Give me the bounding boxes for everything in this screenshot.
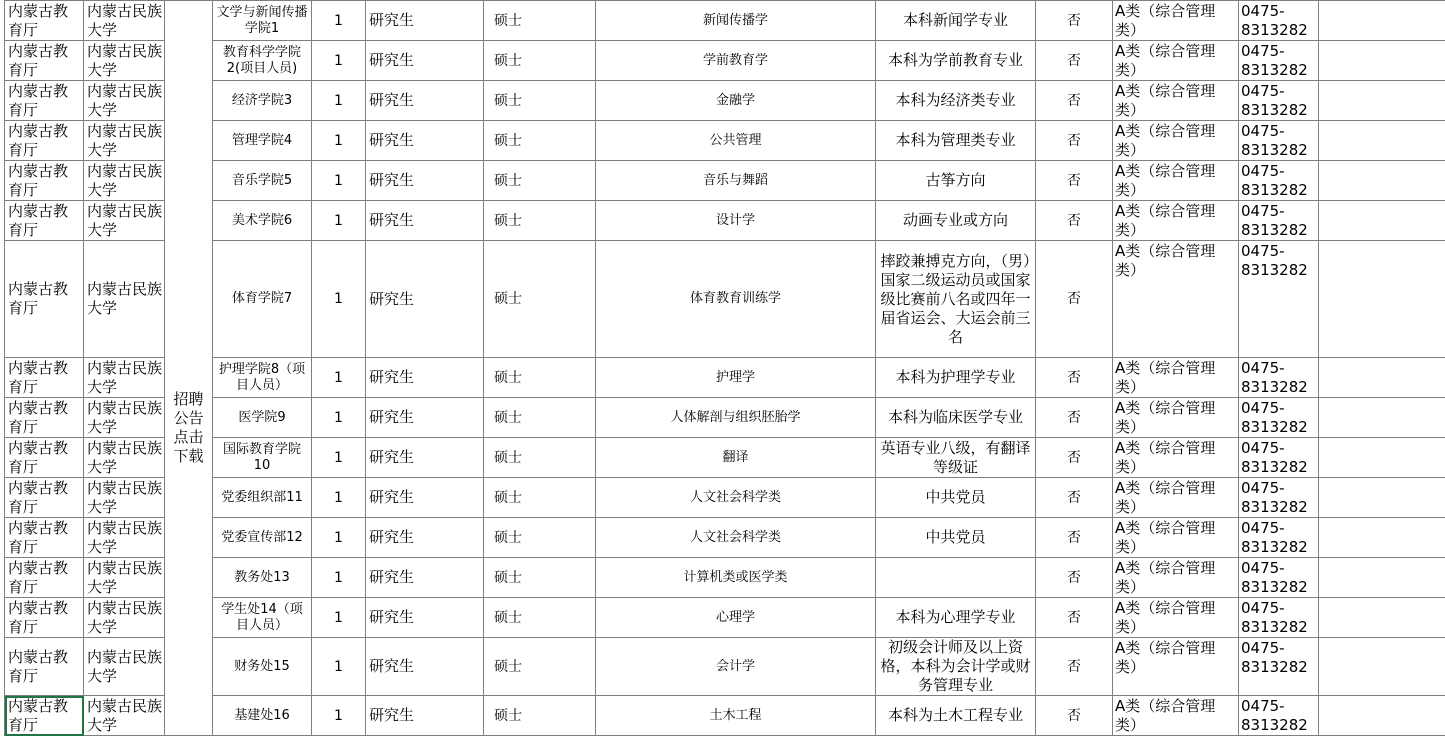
cell-edu[interactable]: 研究生 [366,121,484,161]
cell-degree[interactable]: 硕士 [484,696,596,736]
cell-phone[interactable]: 0475-8313282 [1239,438,1319,478]
cell-note[interactable]: 本科为学前教育专业 [876,41,1036,81]
cell-flag[interactable]: 否 [1036,598,1113,638]
cell-degree[interactable]: 硕士 [484,598,596,638]
cell-flag[interactable]: 否 [1036,81,1113,121]
cell-category[interactable]: A类（综合管理类） [1113,241,1239,358]
cell-org[interactable]: 内蒙古教育厅 [5,638,84,696]
cell-flag[interactable]: 否 [1036,638,1113,696]
cell-count[interactable]: 1 [312,358,366,398]
cell-empty[interactable] [1319,358,1445,398]
cell-category[interactable]: A类（综合管理类） [1113,478,1239,518]
cell-major[interactable]: 护理学 [596,358,876,398]
cell-count[interactable]: 1 [312,1,366,41]
cell-major[interactable]: 学前教育学 [596,41,876,81]
cell-edu[interactable]: 研究生 [366,518,484,558]
cell-category[interactable]: A类（综合管理类） [1113,41,1239,81]
table-row [5,518,1445,558]
cell-degree[interactable]: 硕士 [484,161,596,201]
cell-dept[interactable]: 护理学院8（项目人员） [213,358,312,398]
cell-degree[interactable]: 硕士 [484,1,596,41]
cell-note[interactable]: 本科为心理学专业 [876,598,1036,638]
cell-unit[interactable]: 内蒙古民族大学 [84,201,165,241]
cell-empty[interactable] [1319,201,1445,241]
cell-unit[interactable]: 内蒙古民族大学 [84,558,165,598]
cell-count[interactable]: 1 [312,478,366,518]
cell-edu[interactable]: 研究生 [366,438,484,478]
cell-empty[interactable] [1319,398,1445,438]
cell-note[interactable]: 本科为护理学专业 [876,358,1036,398]
cell-major[interactable]: 体育教育训练学 [596,241,876,358]
table-row [5,638,1445,696]
cell-empty[interactable] [1319,161,1445,201]
cell-flag[interactable]: 否 [1036,518,1113,558]
cell-flag[interactable]: 否 [1036,696,1113,736]
cell-unit[interactable]: 内蒙古民族大学 [84,398,165,438]
table-row [5,1,1445,41]
cell-count[interactable]: 1 [312,241,366,358]
cell-count[interactable]: 1 [312,558,366,598]
cell-major[interactable]: 人文社会科学类 [596,478,876,518]
table-row [5,241,1445,358]
cell-phone[interactable]: 0475-8313282 [1239,1,1319,41]
cell-empty[interactable] [1319,558,1445,598]
cell-category[interactable]: A类（综合管理类） [1113,161,1239,201]
cell-empty[interactable] [1319,518,1445,558]
cell-degree[interactable]: 硕士 [484,558,596,598]
cell-edu[interactable]: 研究生 [366,558,484,598]
cell-edu[interactable]: 研究生 [366,598,484,638]
cell-edu[interactable]: 研究生 [366,201,484,241]
cell-dept[interactable]: 国际教育学院10 [213,438,312,478]
cell-degree[interactable]: 硕士 [484,398,596,438]
cell-count[interactable]: 1 [312,398,366,438]
cell-major[interactable]: 人文社会科学类 [596,518,876,558]
cell-unit[interactable]: 内蒙古民族大学 [84,121,165,161]
cell-dept[interactable]: 管理学院4 [213,121,312,161]
cell-edu[interactable]: 研究生 [366,638,484,696]
cell-degree[interactable]: 硕士 [484,41,596,81]
cell-org[interactable]: 内蒙古教育厅 [5,121,84,161]
cell-unit[interactable]: 内蒙古民族大学 [84,478,165,518]
cell-note[interactable]: 本科新闻学专业 [876,1,1036,41]
cell-flag[interactable]: 否 [1036,478,1113,518]
cell-dept[interactable]: 基建处16 [213,696,312,736]
cell-dept[interactable]: 文学与新闻传播学院1 [213,1,312,41]
cell-phone[interactable]: 0475-8313282 [1239,121,1319,161]
table-row [5,358,1445,398]
cell-note[interactable]: 本科为临床医学专业 [876,398,1036,438]
cell-org[interactable]: 内蒙古教育厅 [5,201,84,241]
cell-major[interactable]: 音乐与舞蹈 [596,161,876,201]
cell-empty[interactable] [1319,478,1445,518]
cell-unit[interactable]: 内蒙古民族大学 [84,161,165,201]
table-row [5,161,1445,201]
cell-degree[interactable]: 硕士 [484,201,596,241]
cell-empty[interactable] [1319,81,1445,121]
cell-edu[interactable]: 研究生 [366,161,484,201]
cell-dept[interactable]: 体育学院7 [213,241,312,358]
cell-major[interactable]: 会计学 [596,638,876,696]
cell-category[interactable]: A类（综合管理类） [1113,1,1239,41]
cell-phone[interactable]: 0475-8313282 [1239,161,1319,201]
cell-dept[interactable]: 美术学院6 [213,201,312,241]
cell-unit[interactable]: 内蒙古民族大学 [84,241,165,358]
cell-dept[interactable]: 医学院9 [213,398,312,438]
cell-note[interactable]: 动画专业或方向 [876,201,1036,241]
cell-category[interactable]: A类（综合管理类） [1113,81,1239,121]
cell-org[interactable]: 内蒙古教育厅 [5,161,84,201]
cell-empty[interactable] [1319,241,1445,358]
cell-phone[interactable]: 0475-8313282 [1239,478,1319,518]
cell-degree[interactable]: 硕士 [484,478,596,518]
cell-org[interactable]: 内蒙古教育厅 [5,358,84,398]
cell-unit[interactable]: 内蒙古民族大学 [84,598,165,638]
cell-count[interactable]: 1 [312,696,366,736]
cell-flag[interactable]: 否 [1036,558,1113,598]
cell-dept[interactable]: 经济学院3 [213,81,312,121]
cell-org[interactable]: 内蒙古教育厅 [5,518,84,558]
cell-degree[interactable]: 硕士 [484,121,596,161]
cell-category[interactable]: A类（综合管理类） [1113,518,1239,558]
download-link-cell[interactable] [165,1,213,736]
cell-phone[interactable]: 0475-8313282 [1239,358,1319,398]
cell-edu[interactable]: 研究生 [366,1,484,41]
cell-degree[interactable]: 硕士 [484,638,596,696]
cell-note[interactable]: 中共党员 [876,478,1036,518]
cell-org[interactable]: 内蒙古教育厅 [5,241,84,358]
cell-flag[interactable]: 否 [1036,121,1113,161]
cell-edu[interactable]: 研究生 [366,41,484,81]
cell-flag[interactable]: 否 [1036,41,1113,81]
cell-unit[interactable]: 内蒙古民族大学 [84,1,165,41]
cell-edu[interactable]: 研究生 [366,478,484,518]
cell-unit[interactable]: 内蒙古民族大学 [84,41,165,81]
spreadsheet-table [4,0,1445,736]
cell-org[interactable]: 内蒙古教育厅 [5,81,84,121]
table-row [5,121,1445,161]
table-row [5,41,1445,81]
cell-dept[interactable]: 党委宣传部12 [213,518,312,558]
cell-flag[interactable]: 否 [1036,438,1113,478]
cell-category[interactable]: A类（综合管理类） [1113,398,1239,438]
table-row [5,438,1445,478]
cell-org[interactable]: 内蒙古教育厅 [5,598,84,638]
cell-note[interactable]: 本科为经济类专业 [876,81,1036,121]
cell-note[interactable]: 英语专业八级，有翻译等级证 [876,438,1036,478]
cell-org[interactable]: 内蒙古教育厅 [5,398,84,438]
cell-count[interactable]: 1 [312,438,366,478]
cell-major[interactable]: 人体解剖与组织胚胎学 [596,398,876,438]
cell-dept[interactable]: 音乐学院5 [213,161,312,201]
cell-major[interactable]: 公共管理 [596,121,876,161]
cell-count[interactable]: 1 [312,121,366,161]
cell-major[interactable]: 新闻传播学 [596,1,876,41]
cell-note[interactable]: 初级会计师及以上资格，本科为会计学或财务管理专业 [876,638,1036,696]
table-row [5,558,1445,598]
cell-flag[interactable]: 否 [1036,358,1113,398]
cell-edu[interactable]: 研究生 [366,358,484,398]
cell-org[interactable]: 内蒙古教育厅 [5,478,84,518]
cell-degree[interactable]: 硕士 [484,241,596,358]
cell-note[interactable] [876,558,1036,598]
cell-flag[interactable]: 否 [1036,241,1113,358]
cell-degree[interactable]: 硕士 [484,81,596,121]
cell-unit[interactable]: 内蒙古民族大学 [84,518,165,558]
cell-count[interactable]: 1 [312,638,366,696]
cell-count[interactable]: 1 [312,598,366,638]
cell-note[interactable]: 本科为土木工程专业 [876,696,1036,736]
cell-org[interactable]: 内蒙古教育厅 [5,558,84,598]
cell-unit[interactable]: 内蒙古民族大学 [84,358,165,398]
cell-phone[interactable]: 0475-8313282 [1239,558,1319,598]
cell-category[interactable]: A类（综合管理类） [1113,438,1239,478]
cell-category[interactable]: A类（综合管理类） [1113,121,1239,161]
cell-note[interactable]: 古筝方向 [876,161,1036,201]
cell-category[interactable]: A类（综合管理类） [1113,638,1239,696]
table-row [5,598,1445,638]
cell-org[interactable]: 内蒙古教育厅 [5,1,84,41]
cell-note[interactable]: 本科为管理类专业 [876,121,1036,161]
cell-phone[interactable]: 0475-8313282 [1239,638,1319,696]
download-link[interactable]: 招聘公告点击下载 [169,390,209,466]
cell-count[interactable]: 1 [312,518,366,558]
cell-dept[interactable]: 学生处14（项目人员） [213,598,312,638]
cell-dept[interactable]: 教务处13 [213,558,312,598]
table-row [5,398,1445,438]
cell-org[interactable]: 内蒙古教育厅 [5,41,84,81]
cell-empty[interactable] [1319,1,1445,41]
cell-empty[interactable] [1319,598,1445,638]
cell-count[interactable]: 1 [312,161,366,201]
cell-category[interactable]: A类（综合管理类） [1113,696,1239,736]
cell-dept[interactable]: 教育科学学院2(项目人员) [213,41,312,81]
cell-flag[interactable]: 否 [1036,1,1113,41]
cell-category[interactable]: A类（综合管理类） [1113,598,1239,638]
cell-degree[interactable]: 硕士 [484,438,596,478]
cell-degree[interactable]: 硕士 [484,358,596,398]
cell-edu[interactable]: 研究生 [366,696,484,736]
cell-dept[interactable]: 财务处15 [213,638,312,696]
cell-unit[interactable]: 内蒙古民族大学 [84,81,165,121]
cell-note[interactable]: 中共党员 [876,518,1036,558]
cell-major[interactable]: 设计学 [596,201,876,241]
cell-edu[interactable]: 研究生 [366,398,484,438]
cell-empty[interactable] [1319,121,1445,161]
cell-phone[interactable]: 0475-8313282 [1239,241,1319,358]
cell-phone[interactable]: 0475-8313282 [1239,41,1319,81]
cell-major[interactable]: 心理学 [596,598,876,638]
cell-empty[interactable] [1319,638,1445,696]
cell-edu[interactable]: 研究生 [366,81,484,121]
cell-org[interactable]: 内蒙古教育厅 [5,696,84,736]
cell-unit[interactable]: 内蒙古民族大学 [84,438,165,478]
cell-count[interactable]: 1 [312,41,366,81]
cell-degree[interactable]: 硕士 [484,518,596,558]
cell-phone[interactable]: 0475-8313282 [1239,518,1319,558]
cell-category[interactable]: A类（综合管理类） [1113,358,1239,398]
cell-category[interactable]: A类（综合管理类） [1113,201,1239,241]
cell-unit[interactable]: 内蒙古民族大学 [84,638,165,696]
table-row [5,478,1445,518]
cell-phone[interactable]: 0475-8313282 [1239,598,1319,638]
cell-major[interactable]: 金融学 [596,81,876,121]
cell-phone[interactable]: 0475-8313282 [1239,81,1319,121]
cell-phone[interactable]: 0475-8313282 [1239,398,1319,438]
cell-count[interactable]: 1 [312,81,366,121]
cell-note[interactable]: 摔跤兼搏克方向，（男）国家二级运动员或国家级比赛前八名或四年一届省运会、大运会前三名 [876,241,1036,358]
cell-major[interactable]: 翻译 [596,438,876,478]
cell-unit[interactable]: 内蒙古民族大学 [84,696,165,736]
cell-major[interactable]: 土木工程 [596,696,876,736]
cell-org[interactable]: 内蒙古教育厅 [5,438,84,478]
cell-dept[interactable]: 党委组织部11 [213,478,312,518]
cell-flag[interactable]: 否 [1036,398,1113,438]
cell-phone[interactable]: 0475-8313282 [1239,696,1319,736]
table-row [5,201,1445,241]
table-body [5,1,1445,736]
table-row [5,81,1445,121]
cell-major[interactable]: 计算机类或医学类 [596,558,876,598]
cell-count[interactable]: 1 [312,201,366,241]
cell-edu[interactable]: 研究生 [366,241,484,358]
cell-category[interactable]: A类（综合管理类） [1113,558,1239,598]
cell-phone[interactable]: 0475-8313282 [1239,201,1319,241]
cell-flag[interactable]: 否 [1036,161,1113,201]
cell-empty[interactable] [1319,438,1445,478]
cell-empty[interactable] [1319,41,1445,81]
cell-flag[interactable]: 否 [1036,201,1113,241]
